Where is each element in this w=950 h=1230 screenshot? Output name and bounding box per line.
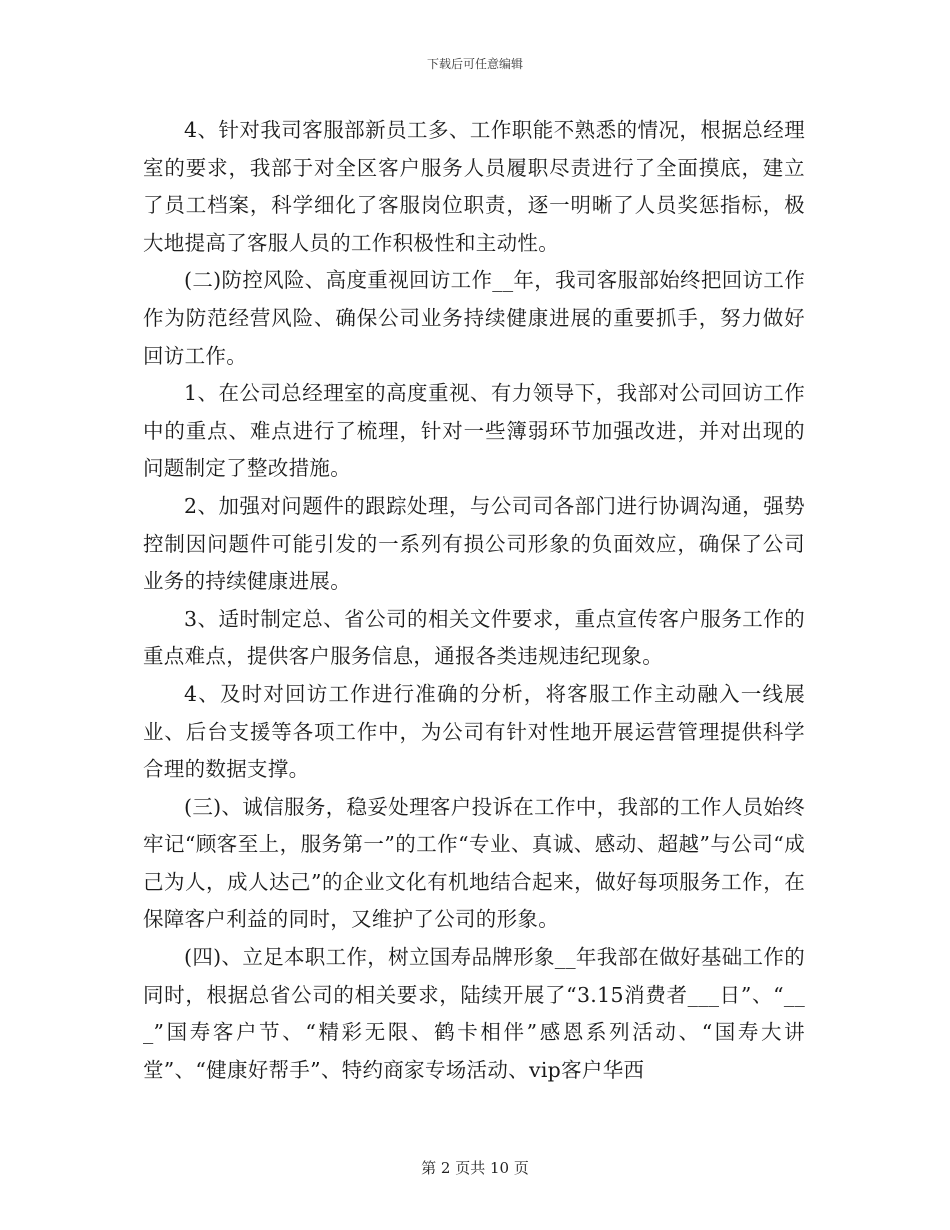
paragraph: (三)、诚信服务，稳妥处理客户投诉在工作中，我部的工作人员始终牢记“顾客至上，服务第一”的工作“专业、真诚、感动、超越”与公司“成己为人，成人达己”的企业文化有机地结合起来，做好每项服务工作，在保障客户利益的同时，又维护了公司的形象。 [143,794,805,932]
paragraph: 4、及时对回访工作进行准确的分析，将客服工作主动融入一线展业、后台支援等各项工作中，为公司有针对性地开展运营管理提供科学合理的数据支撑。 [143,681,805,782]
paragraph: 2、加强对问题件的跟踪处理，与公司司各部门进行协调沟通，强势控制因问题件可能引发的一系列有损公司形象的负面效应，确保了公司业务的持续健康进展。 [143,493,805,594]
paragraph: 1、在公司总经理室的高度重视、有力领导下，我部对公司回访工作中的重点、难点进行了梳理，针对一些簿弱环节加强改进，并对出现的问题制定了整改措施。 [143,381,805,481]
page-footer: 第 2 页共 10 页 [421,1159,529,1177]
document-body [143,112,805,1089]
paragraph: (二)防控风险、高度重视回访工作__年，我司客服部始终把回访工作作为防范经营风险、确保公司业务持续健康进展的重要抓手，努力做好回访工作。 [143,268,805,368]
paragraph: 3、适时制定总、省公司的相关文件要求，重点宣传客户服务工作的重点难点，提供客户服务信息，通报各类违规违纪现象。 [143,606,805,669]
paragraph: 4、针对我司客服部新员工多、工作职能不熟悉的情况，根据总经理室的要求，我部于对全区客户服务人员履职尽责进行了全面摸底，建立了员工档案，科学细化了客服岗位职责，逐一明晰了人员奖惩指标，极大地提高了客服人员的工作积极性和主动性。 [143,118,805,255]
paragraph: (四)、立足本职工作，树立国寿品牌形象__年我部在做好基础工作的同时，根据总省公司的相关要求，陆续开展了“3.15消费者___日”、“___”国寿客户节、“精彩无限、鹤卡相伴”感恩系列活动、“国寿大讲堂”、“健康好帮手”、特约商家专场活动、vip客户华西 [143,945,805,1082]
page-header: 下载后可任意编辑 [426,57,523,71]
